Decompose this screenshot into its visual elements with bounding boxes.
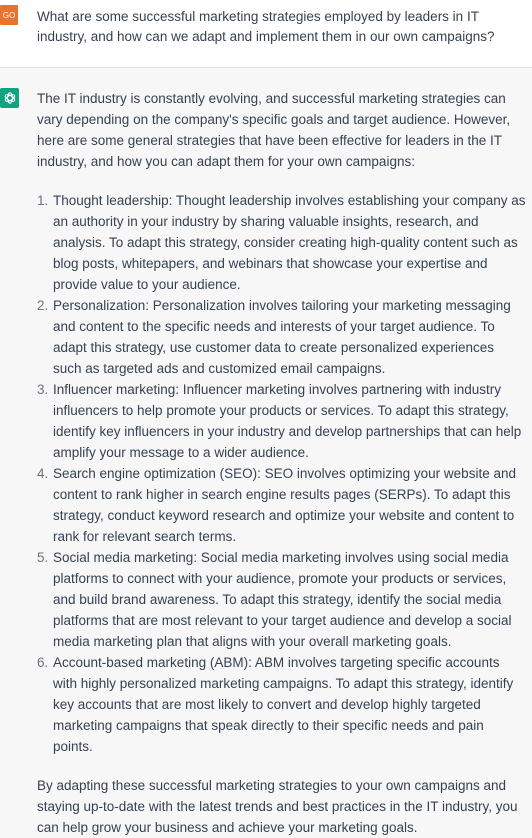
list-item bbox=[37, 463, 526, 547]
list-item-number: 5. bbox=[37, 550, 49, 565]
list-item-number: 6. bbox=[37, 655, 49, 670]
list-item-text: Influencer marketing: Influencer marketing involves partnering with industry influencers to help promote your products or services. To adapt this strategy, identify key influencers in your industry and develop partnerships that can help amplify your message to a wider audience. bbox=[53, 382, 522, 460]
list-item-number: 2. bbox=[37, 298, 49, 313]
assistant-conclusion-paragraph: By adapting these successful marketing strategies to your own campaigns and staying up-to-date with the latest trends and best practices in the IT industry, you can help grow your business and achieve your marketing goals. bbox=[37, 778, 518, 835]
openai-logo-icon bbox=[3, 91, 17, 105]
list-item-text: Search engine optimization (SEO): SEO involves optimizing your website and content to rank higher in search engine results pages (SERPs). To adapt this strategy, conduct keyword research and optimize your website and content to rank for relevant search terms. bbox=[53, 466, 516, 544]
list-item bbox=[37, 295, 526, 379]
user-avatar-initials: GO bbox=[2, 10, 16, 20]
strategy-list bbox=[37, 190, 526, 757]
list-item-text: Personalization: Personalization involves tailoring your marketing messaging and content to the specific needs and interests of your target audience. To adapt this strategy, use customer data to create personalized experiences such as targeted ads and customized email campaigns. bbox=[53, 298, 511, 376]
list-item bbox=[37, 547, 526, 652]
user-message-row bbox=[0, 0, 532, 68]
list-item-text: Account-based marketing (ABM): ABM involves targeting specific accounts with highly personalized marketing campaigns. To adapt this strategy, identify key accounts that are most likely to convert and develop highly targeted marketing campaigns that speak directly to their specific needs and pain points. bbox=[53, 655, 514, 754]
assistant-message-row bbox=[0, 68, 532, 838]
assistant-avatar bbox=[0, 88, 19, 108]
list-item-text: Thought leadership: Thought leadership involves establishing your company as an authority in your industry by sharing valuable insights, research, and analysis. To adapt this strategy, consider creating high-quality content such as blog posts, whitepapers, and webinars that showcase your expertise and provide value to your audience. bbox=[53, 193, 526, 292]
list-item bbox=[37, 190, 526, 295]
user-message-text: What are some successful marketing strategies employed by leaders in IT industry, and how can we adapt and implement them in our own campaigns? bbox=[37, 9, 495, 44]
user-avatar bbox=[0, 5, 18, 25]
assistant-intro-paragraph: The IT industry is constantly evolving, and successful marketing strategies can vary depending on the company's specific goals and target audience. However, here are some general strategies that have been effective for leaders in the IT industry, and how you can adapt them for your own campaigns: bbox=[37, 91, 511, 169]
list-item-number: 1. bbox=[37, 193, 49, 208]
list-item bbox=[37, 652, 526, 757]
list-item-number: 3. bbox=[37, 382, 49, 397]
list-item bbox=[37, 379, 526, 463]
list-item-text: Social media marketing: Social media marketing involves using social media platforms to connect with your audience, promote your products or services, and build brand awareness. To adapt this strategy, identify the social media platforms that are most relevant to your target audience and develop a social media marketing plan that aligns with your overall marketing goals. bbox=[53, 550, 512, 649]
list-item-number: 4. bbox=[37, 466, 49, 481]
